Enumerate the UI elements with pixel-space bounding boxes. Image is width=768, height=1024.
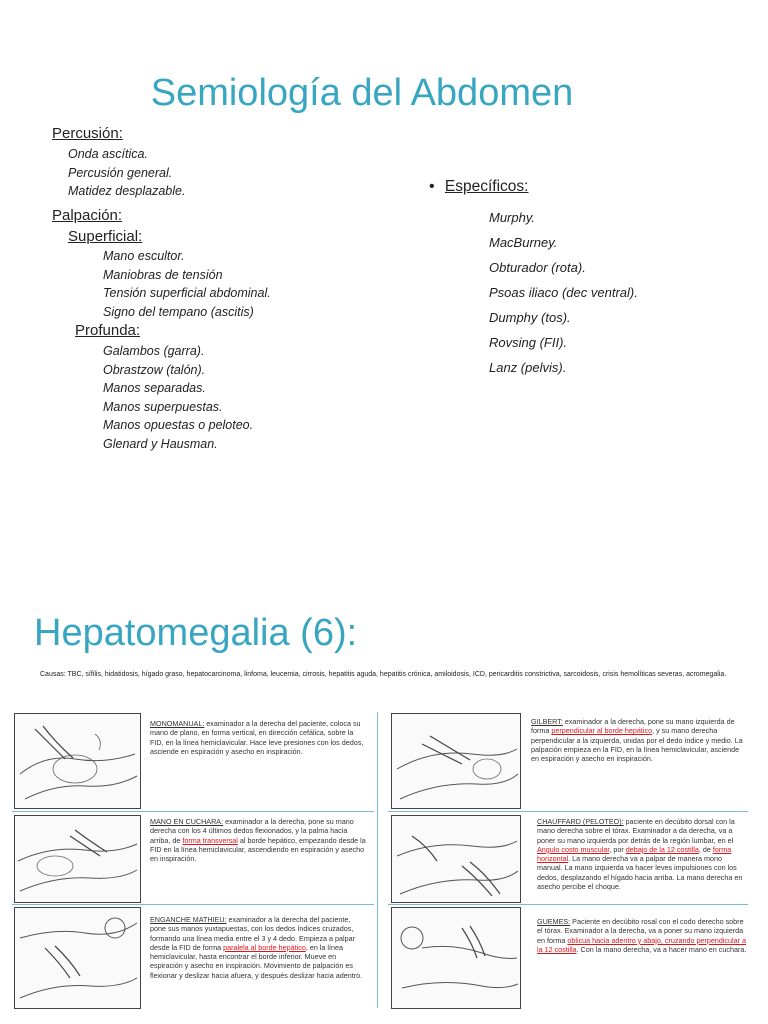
percusion-item: Matidez desplazable.: [68, 184, 186, 198]
chauffard-text: paciente en decúbito dorsal con la mano derecha sobre el tórax. Examinador a da derecha, va a poner su mano izquierda por detrás de la región lumbar, en el: [537, 817, 735, 845]
cuchara-illustration: [14, 815, 141, 903]
especificos-item: Rovsing (FII).: [489, 335, 568, 350]
divider-line: [377, 712, 378, 1008]
profunda-item: Glenard y Hausman.: [103, 436, 218, 451]
guemes-text: Paciente en decúbito rosal con el codo derecho sobre el tórax. Examinador a la derecha, va a poner su mano izquierda en forma: [537, 917, 744, 945]
palpacion-heading: Palpación:: [52, 207, 123, 224]
gilbert-name: GILBERT:: [531, 717, 563, 726]
guemes-name: GUEMES:: [537, 917, 571, 926]
cuchara-description: [150, 817, 368, 863]
profunda-item: Obrastzow (talón).: [103, 362, 206, 377]
especificos-item: MacBurney.: [489, 235, 558, 250]
mathieu-illustration: [14, 907, 141, 1009]
chauffard-text: , por: [609, 844, 626, 854]
gilbert-text: examinador a la derecha, pone su mano izquierda de forma: [531, 717, 735, 736]
monomanual-illustration: [14, 713, 141, 809]
superficial-item: Signo del tempano (ascitis): [103, 304, 254, 319]
divider-line: [12, 811, 374, 812]
superficial-item: Tensión superficial abdominal.: [103, 286, 271, 300]
divider-line: [388, 904, 748, 905]
divider-line: [388, 811, 748, 812]
chauffard-highlight: Angulo costo muscular: [537, 844, 610, 854]
especificos-item: Dumphy (tos).: [489, 310, 571, 325]
cuchara-text: al borde hepático, empezando desde la FID en la línea hemiclavicular, ascendiendo en espiración y asecho en inspiración.: [150, 835, 366, 864]
mathieu-text: , en la línea hemiclavicular, hasta encontrar el borde inferior. Mueve en espiración y asecho en inspiración. Movimiento de palpación es flexionar y deslizar hacia afuera, y después deslizar hacia adentro.: [150, 942, 363, 980]
slide2-title: Hepatomegalia (6):: [34, 612, 358, 654]
superficial-item: Maniobras de tensión: [103, 267, 223, 282]
especificos-list: [489, 205, 638, 380]
especificos-item: Lanz (pelvis).: [489, 360, 567, 375]
guemes-text: . Con la mano derecha, va a hacer mano en cuchara.: [576, 944, 747, 954]
gilbert-text: , y su mano derecha perpendicular a la izquierda, unidas por el dedo índice y medio. La palpación empieza en la FID, en la línea hemiclavicular, asciende en espiración y asecho en inspiración.: [531, 726, 743, 764]
monomanual-text: examinador a la derecha del paciente, coloca su mano de plano, en forma vertical, en dirección cefálica, sobre la FID, en la línea hemiclavicular. Hace leve presiones con los dedos, asciende en espiración y asecho en inspiración.: [150, 719, 364, 756]
superficial-item: Mano escultor.: [103, 249, 185, 263]
cuchara-highlight: forma transversal: [182, 835, 238, 845]
bullet-icon: •: [429, 178, 435, 195]
profunda-item: Manos opuestas o peloteo.: [103, 418, 254, 432]
guemes-highlight: oblicua hacia adentro y abajo, cruzando perpendicular a la 12 costilla: [537, 935, 746, 954]
profunda-item: Manos separadas.: [103, 381, 206, 395]
percusion-item: Percusión general.: [68, 165, 173, 180]
mathieu-description: [150, 915, 368, 980]
profunda-heading: Profunda:: [75, 322, 141, 339]
chauffard-description: [537, 817, 749, 891]
especificos-item: Murphy.: [489, 210, 535, 225]
chauffard-text: , de: [698, 844, 713, 854]
profunda-list: [103, 342, 253, 453]
percusion-list: [68, 145, 185, 201]
slide1-title: Semiología del Abdomen: [150, 72, 574, 114]
chauffard-illustration: [391, 815, 521, 903]
profunda-item: Galambos (garra).: [103, 344, 205, 358]
chauffard-highlight: debajo de la 12 costilla: [625, 844, 699, 854]
especificos-item: Psoas iliaco (dec ventral).: [489, 285, 638, 300]
gilbert-highlight: perpendicular al borde hepático: [551, 726, 653, 736]
chauffard-text: . La mano derecha va a palpar de manera mono manual. La mano izquierda va hacer leves impulsiones con los dedos, desplazando el hígado hacia arriba. La mano derecha en asecho percibe el choque.: [537, 854, 743, 892]
guemes-description: [537, 917, 749, 954]
chauffard-highlight: forma horizontal: [537, 844, 732, 864]
causes-text: Causas: TBC, sífilis, hidatidosis, hígado graso, hepatocarcinoma, linfoma, leucemia, cirrosis, hepatitis aguda, hepatitis crónica, amiloidosis, ICD, pericarditis constrictiva, sarcoidosis, crisis hemolíticas severas, acromegalia.: [40, 671, 727, 678]
profunda-item: Manos superpuestas.: [103, 399, 223, 414]
gilbert-description: [531, 717, 745, 763]
percusion-heading: Percusión:: [52, 125, 123, 142]
superficial-list: [103, 247, 271, 321]
especificos-heading: Específicos:: [444, 178, 529, 195]
monomanual-name: MONOMANUAL:: [150, 719, 205, 728]
especificos-heading-row: [429, 178, 528, 196]
cuchara-text: examinador a la derecha, pone su mano derecha con los 4 últimos dedos flexionados, y la palma hacia arriba, de: [150, 817, 354, 845]
especificos-item: Obturador (rota).: [489, 260, 586, 275]
cuchara-name: MANO EN CUCHARA:: [150, 817, 224, 826]
monomanual-description: [150, 719, 368, 756]
guemes-illustration: [391, 907, 521, 1009]
percusion-item: Onda ascítica.: [68, 147, 148, 161]
mathieu-text: examinador a la derecha del paciente, pone sus manos yuxtapuestas, con los dedos índices cruzados, formando una línea media entre el 3 y 4 dedo. Empieza a palpar desde la FID de forma: [150, 915, 355, 952]
superficial-heading: Superficial:: [68, 228, 143, 245]
divider-line: [12, 904, 374, 905]
mathieu-highlight: paralela al borde hepático: [223, 942, 306, 952]
chauffard-name: CHAUFFARD (PELOTEO):: [537, 817, 624, 826]
gilbert-illustration: [391, 713, 521, 809]
mathieu-name: ENGANCHE MATHIEU:: [150, 915, 227, 924]
